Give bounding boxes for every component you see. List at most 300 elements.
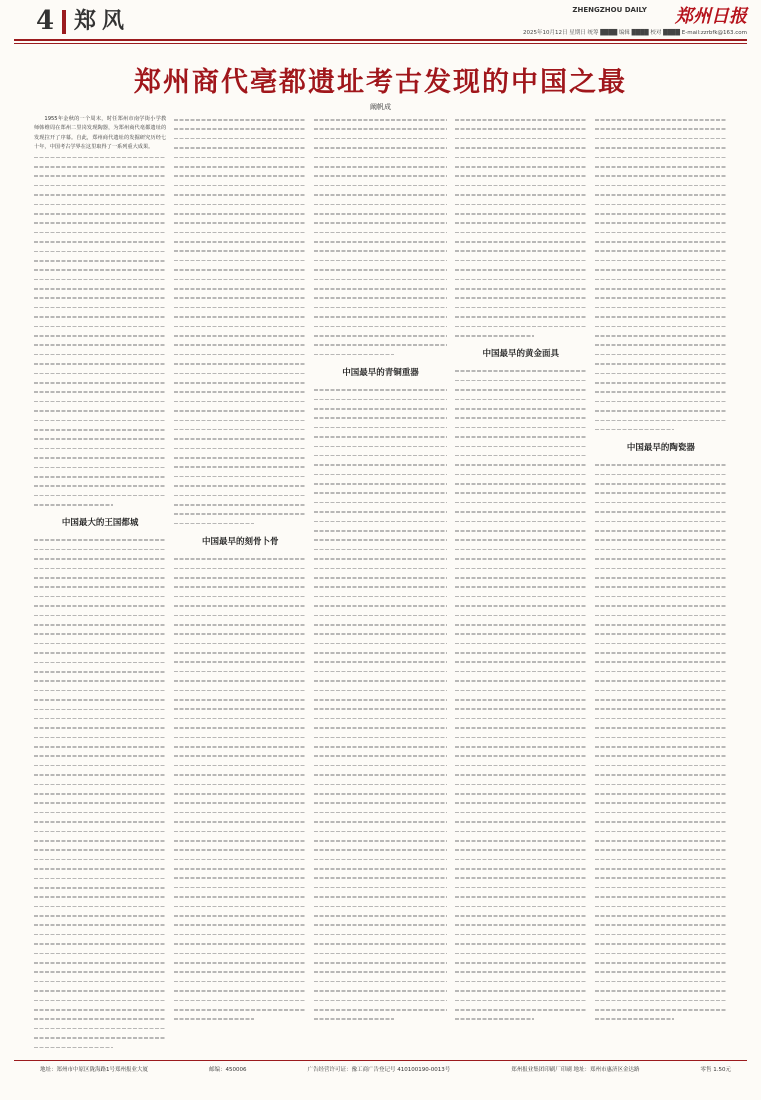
text-line bbox=[34, 322, 166, 331]
text-line bbox=[595, 209, 727, 218]
text-line bbox=[595, 397, 727, 406]
text-line bbox=[174, 387, 306, 396]
text-line bbox=[314, 902, 446, 911]
text-line bbox=[455, 836, 587, 845]
text-line bbox=[314, 620, 446, 629]
text-line bbox=[314, 1014, 446, 1023]
intro-paragraph: 1955年金秋的一个周末，时任郑州市南学街小学教师韩维周在郑州二里岗发现陶器，为郑州商代亳都遗址的发现拉开了序幕。自此，郑州商代遗址的发掘研究历经七十年，中国考古学界在这里取得了一系列重大成果。 bbox=[34, 116, 167, 151]
text-line bbox=[174, 883, 306, 892]
text-line bbox=[34, 639, 166, 648]
text-line bbox=[34, 369, 166, 378]
text-line bbox=[595, 902, 727, 911]
text-line bbox=[174, 751, 306, 760]
text-line bbox=[34, 770, 166, 779]
text-line bbox=[595, 115, 727, 124]
text-line bbox=[174, 256, 306, 265]
text-line bbox=[595, 798, 727, 807]
text-line bbox=[595, 911, 727, 920]
text-line bbox=[455, 582, 587, 591]
text-line bbox=[314, 676, 446, 685]
text-line bbox=[455, 218, 587, 227]
text-line bbox=[595, 695, 727, 704]
text-line bbox=[595, 359, 727, 368]
text-line bbox=[174, 462, 306, 471]
text-line bbox=[455, 629, 587, 638]
text-line bbox=[314, 986, 446, 995]
text-line bbox=[455, 404, 587, 413]
text-line bbox=[174, 1014, 306, 1023]
text-line bbox=[455, 413, 587, 422]
text-line bbox=[174, 911, 306, 920]
text-line bbox=[455, 284, 587, 293]
text-line bbox=[455, 864, 587, 873]
text-line bbox=[34, 228, 166, 237]
text-line bbox=[595, 573, 727, 582]
text-line bbox=[34, 200, 166, 209]
text-line bbox=[314, 648, 446, 657]
text-line bbox=[34, 686, 166, 695]
text-line bbox=[314, 817, 446, 826]
text-line bbox=[595, 808, 727, 817]
text-line bbox=[34, 751, 166, 760]
text-line bbox=[314, 808, 446, 817]
text-line bbox=[34, 874, 166, 883]
text-line bbox=[455, 592, 587, 601]
text-line bbox=[34, 416, 166, 425]
text-line bbox=[314, 488, 446, 497]
text-line bbox=[314, 275, 446, 284]
text-line bbox=[595, 340, 727, 349]
text-line bbox=[595, 275, 727, 284]
text-line bbox=[314, 770, 446, 779]
text-line bbox=[455, 442, 587, 451]
text-line bbox=[455, 676, 587, 685]
footer-postcode: 邮编：450006 bbox=[209, 1067, 247, 1073]
text-line bbox=[314, 545, 446, 554]
text-line bbox=[314, 460, 446, 469]
text-line bbox=[455, 162, 587, 171]
text-line bbox=[314, 939, 446, 948]
text-line bbox=[34, 573, 166, 582]
text-line bbox=[314, 564, 446, 573]
header-rule-thin bbox=[14, 43, 747, 44]
text-line bbox=[314, 143, 446, 152]
text-line bbox=[34, 967, 166, 976]
text-line bbox=[34, 303, 166, 312]
text-line bbox=[595, 200, 727, 209]
text-line bbox=[174, 808, 306, 817]
text-line bbox=[34, 378, 166, 387]
text-line bbox=[34, 209, 166, 218]
footer-license: 广告经营许可证：豫工商广告登记号 410100190-0013号 bbox=[307, 1067, 451, 1073]
text-line bbox=[455, 657, 587, 666]
text-line bbox=[455, 770, 587, 779]
text-line bbox=[455, 977, 587, 986]
text-line bbox=[174, 902, 306, 911]
text-line bbox=[595, 704, 727, 713]
text-line bbox=[34, 986, 166, 995]
text-line bbox=[174, 554, 306, 563]
text-line bbox=[34, 312, 166, 321]
text-line bbox=[174, 620, 306, 629]
text-line bbox=[174, 892, 306, 901]
text-line bbox=[595, 416, 727, 425]
text-line bbox=[455, 293, 587, 302]
text-line bbox=[34, 171, 166, 180]
footer-price: 零售 1.50元 bbox=[700, 1067, 731, 1073]
text-line bbox=[34, 601, 166, 610]
issue-meta: 2025年10月12日 星期日 统筹 ████ 编辑 ████ 校对 ████ E-mail:zzrbfk@163.com bbox=[523, 30, 747, 36]
column-3 bbox=[314, 115, 446, 1055]
text-line bbox=[174, 322, 306, 331]
text-line bbox=[455, 498, 587, 507]
text-line bbox=[174, 359, 306, 368]
text-line bbox=[174, 425, 306, 434]
text-line bbox=[174, 340, 306, 349]
text-line bbox=[455, 911, 587, 920]
text-line bbox=[34, 714, 166, 723]
text-line bbox=[34, 359, 166, 368]
text-line bbox=[314, 322, 446, 331]
text-line bbox=[455, 714, 587, 723]
page-footer bbox=[40, 1065, 731, 1073]
text-line bbox=[174, 350, 306, 359]
text-line bbox=[314, 237, 446, 246]
text-line bbox=[314, 827, 446, 836]
text-line bbox=[455, 920, 587, 929]
text-line bbox=[595, 143, 727, 152]
text-line bbox=[595, 582, 727, 591]
text-line bbox=[34, 444, 166, 453]
text-line bbox=[455, 554, 587, 563]
text-line bbox=[174, 676, 306, 685]
text-line bbox=[314, 629, 446, 638]
text-line bbox=[34, 780, 166, 789]
text-line bbox=[174, 770, 306, 779]
text-line bbox=[455, 733, 587, 742]
text-line bbox=[174, 416, 306, 425]
text-line bbox=[595, 949, 727, 958]
text-line bbox=[314, 789, 446, 798]
text-line bbox=[455, 479, 587, 488]
text-line bbox=[314, 470, 446, 479]
text-line bbox=[174, 845, 306, 854]
text-line bbox=[34, 218, 166, 227]
text-line bbox=[34, 275, 166, 284]
text-line bbox=[314, 798, 446, 807]
text-line bbox=[314, 611, 446, 620]
text-line bbox=[455, 742, 587, 751]
text-line bbox=[455, 470, 587, 479]
text-line bbox=[34, 284, 166, 293]
text-line bbox=[314, 209, 446, 218]
text-line bbox=[174, 284, 306, 293]
text-line bbox=[174, 303, 306, 312]
text-line bbox=[455, 930, 587, 939]
text-line bbox=[455, 153, 587, 162]
text-line bbox=[174, 1005, 306, 1014]
text-line bbox=[455, 209, 587, 218]
text-line bbox=[174, 836, 306, 845]
text-line bbox=[34, 667, 166, 676]
text-line bbox=[314, 639, 446, 648]
text-line bbox=[174, 592, 306, 601]
text-line bbox=[174, 695, 306, 704]
text-line bbox=[314, 704, 446, 713]
text-line bbox=[314, 733, 446, 742]
text-line bbox=[34, 434, 166, 443]
text-line bbox=[174, 509, 306, 518]
text-line bbox=[455, 303, 587, 312]
text-line bbox=[595, 470, 727, 479]
text-line bbox=[595, 293, 727, 302]
text-line bbox=[595, 507, 727, 516]
text-line bbox=[314, 573, 446, 582]
text-line bbox=[314, 967, 446, 976]
text-line bbox=[455, 939, 587, 948]
text-line bbox=[595, 723, 727, 732]
text-line bbox=[455, 827, 587, 836]
text-line bbox=[455, 967, 587, 976]
text-line bbox=[455, 789, 587, 798]
text-line bbox=[455, 460, 587, 469]
text-line bbox=[174, 629, 306, 638]
text-line bbox=[455, 667, 587, 676]
text-line bbox=[34, 545, 166, 554]
text-line bbox=[314, 181, 446, 190]
text-line bbox=[455, 312, 587, 321]
text-line bbox=[455, 265, 587, 274]
text-line bbox=[455, 611, 587, 620]
text-line bbox=[34, 535, 166, 544]
text-line bbox=[34, 836, 166, 845]
text-line bbox=[595, 331, 727, 340]
text-line bbox=[314, 592, 446, 601]
text-line bbox=[455, 171, 587, 180]
text-line bbox=[595, 181, 727, 190]
text-line bbox=[314, 686, 446, 695]
text-line bbox=[34, 387, 166, 396]
text-line bbox=[455, 949, 587, 958]
text-line bbox=[174, 171, 306, 180]
text-line bbox=[595, 864, 727, 873]
text-line bbox=[314, 920, 446, 929]
text-line bbox=[174, 667, 306, 676]
text-line bbox=[314, 423, 446, 432]
text-line bbox=[455, 451, 587, 460]
text-line bbox=[595, 265, 727, 274]
text-line bbox=[314, 246, 446, 255]
text-line bbox=[34, 817, 166, 826]
article-headline: 郑州商代亳都遗址考古发现的中国之最 bbox=[134, 67, 627, 98]
text-line bbox=[174, 573, 306, 582]
text-line bbox=[34, 723, 166, 732]
text-line bbox=[174, 293, 306, 302]
page-number: 4 bbox=[36, 6, 55, 36]
text-line bbox=[314, 228, 446, 237]
text-line bbox=[174, 190, 306, 199]
text-line bbox=[455, 798, 587, 807]
text-line bbox=[314, 930, 446, 939]
text-line bbox=[314, 977, 446, 986]
text-line bbox=[455, 564, 587, 573]
text-line bbox=[314, 265, 446, 274]
text-line bbox=[595, 939, 727, 948]
text-line bbox=[314, 535, 446, 544]
text-line bbox=[314, 340, 446, 349]
text-line bbox=[314, 451, 446, 460]
text-line bbox=[174, 115, 306, 124]
text-line bbox=[455, 423, 587, 432]
text-line bbox=[314, 350, 446, 359]
text-line bbox=[174, 500, 306, 509]
text-line bbox=[34, 181, 166, 190]
text-line bbox=[455, 143, 587, 152]
text-line bbox=[595, 657, 727, 666]
text-line bbox=[34, 958, 166, 967]
text-line bbox=[34, 1024, 166, 1033]
text-line bbox=[595, 498, 727, 507]
footer-address: 地址：郑州市中原区陇海路1号郑州报业大厦 bbox=[40, 1067, 149, 1073]
text-line bbox=[314, 761, 446, 770]
text-line bbox=[595, 676, 727, 685]
text-line bbox=[34, 491, 166, 500]
text-line bbox=[314, 873, 446, 882]
text-line bbox=[595, 789, 727, 798]
text-line bbox=[34, 789, 166, 798]
text-line bbox=[595, 855, 727, 864]
text-line bbox=[314, 479, 446, 488]
text-line bbox=[34, 761, 166, 770]
text-line bbox=[314, 949, 446, 958]
text-line bbox=[455, 181, 587, 190]
section-subhead: 中国最早的青铜重器 bbox=[342, 368, 419, 379]
text-line bbox=[595, 256, 727, 265]
text-line bbox=[455, 902, 587, 911]
text-line bbox=[595, 564, 727, 573]
text-line bbox=[34, 554, 166, 563]
text-line bbox=[595, 996, 727, 1005]
text-line bbox=[455, 134, 587, 143]
text-line bbox=[595, 488, 727, 497]
text-line bbox=[34, 648, 166, 657]
text-line bbox=[174, 855, 306, 864]
text-line bbox=[174, 723, 306, 732]
text-line bbox=[595, 780, 727, 789]
text-line bbox=[455, 200, 587, 209]
text-line bbox=[34, 939, 166, 948]
text-line bbox=[174, 369, 306, 378]
text-line bbox=[314, 695, 446, 704]
text-line bbox=[455, 761, 587, 770]
text-line bbox=[174, 453, 306, 462]
text-line bbox=[174, 704, 306, 713]
text-line bbox=[34, 500, 166, 509]
text-line bbox=[174, 686, 306, 695]
text-line bbox=[314, 331, 446, 340]
text-line bbox=[34, 153, 166, 162]
text-line bbox=[314, 845, 446, 854]
text-line bbox=[314, 667, 446, 676]
text-line bbox=[174, 406, 306, 415]
text-line bbox=[455, 535, 587, 544]
text-line bbox=[34, 340, 166, 349]
text-line bbox=[314, 171, 446, 180]
text-line bbox=[174, 967, 306, 976]
text-line bbox=[455, 892, 587, 901]
text-line bbox=[314, 657, 446, 666]
text-line bbox=[595, 836, 727, 845]
text-line bbox=[34, 845, 166, 854]
text-line bbox=[455, 639, 587, 648]
text-line bbox=[455, 395, 587, 404]
text-line bbox=[34, 1014, 166, 1023]
text-line bbox=[34, 892, 166, 901]
text-line bbox=[34, 256, 166, 265]
text-line bbox=[174, 481, 306, 490]
text-line bbox=[595, 817, 727, 826]
text-line bbox=[455, 986, 587, 995]
text-line bbox=[174, 733, 306, 742]
section-subhead: 中国最早的黄金面具 bbox=[482, 349, 559, 360]
text-line bbox=[455, 695, 587, 704]
text-line bbox=[314, 855, 446, 864]
text-line bbox=[174, 153, 306, 162]
text-line bbox=[455, 507, 587, 516]
text-line bbox=[455, 322, 587, 331]
text-line bbox=[595, 601, 727, 610]
text-line bbox=[34, 237, 166, 246]
text-line bbox=[34, 162, 166, 171]
text-line bbox=[595, 387, 727, 396]
text-line bbox=[455, 958, 587, 967]
text-line bbox=[34, 808, 166, 817]
text-line bbox=[314, 1005, 446, 1014]
article-body bbox=[34, 115, 727, 1055]
text-line bbox=[455, 488, 587, 497]
text-line bbox=[595, 228, 727, 237]
text-line bbox=[34, 827, 166, 836]
text-line bbox=[174, 873, 306, 882]
text-line bbox=[314, 124, 446, 133]
text-line bbox=[34, 582, 166, 591]
header-rule bbox=[14, 39, 747, 41]
text-line bbox=[174, 582, 306, 591]
text-line bbox=[455, 780, 587, 789]
text-line bbox=[174, 162, 306, 171]
text-line bbox=[174, 817, 306, 826]
text-line bbox=[595, 648, 727, 657]
text-line bbox=[595, 930, 727, 939]
text-line bbox=[455, 723, 587, 732]
text-line bbox=[455, 256, 587, 265]
text-line bbox=[174, 939, 306, 948]
text-line bbox=[34, 902, 166, 911]
text-line bbox=[174, 827, 306, 836]
text-line bbox=[174, 265, 306, 274]
text-line bbox=[34, 742, 166, 751]
text-line bbox=[455, 1005, 587, 1014]
text-line bbox=[174, 200, 306, 209]
text-line bbox=[595, 545, 727, 554]
text-line bbox=[314, 742, 446, 751]
text-line bbox=[34, 293, 166, 302]
text-line bbox=[595, 751, 727, 760]
text-line bbox=[595, 742, 727, 751]
text-line bbox=[314, 554, 446, 563]
text-line bbox=[595, 714, 727, 723]
text-line bbox=[455, 246, 587, 255]
